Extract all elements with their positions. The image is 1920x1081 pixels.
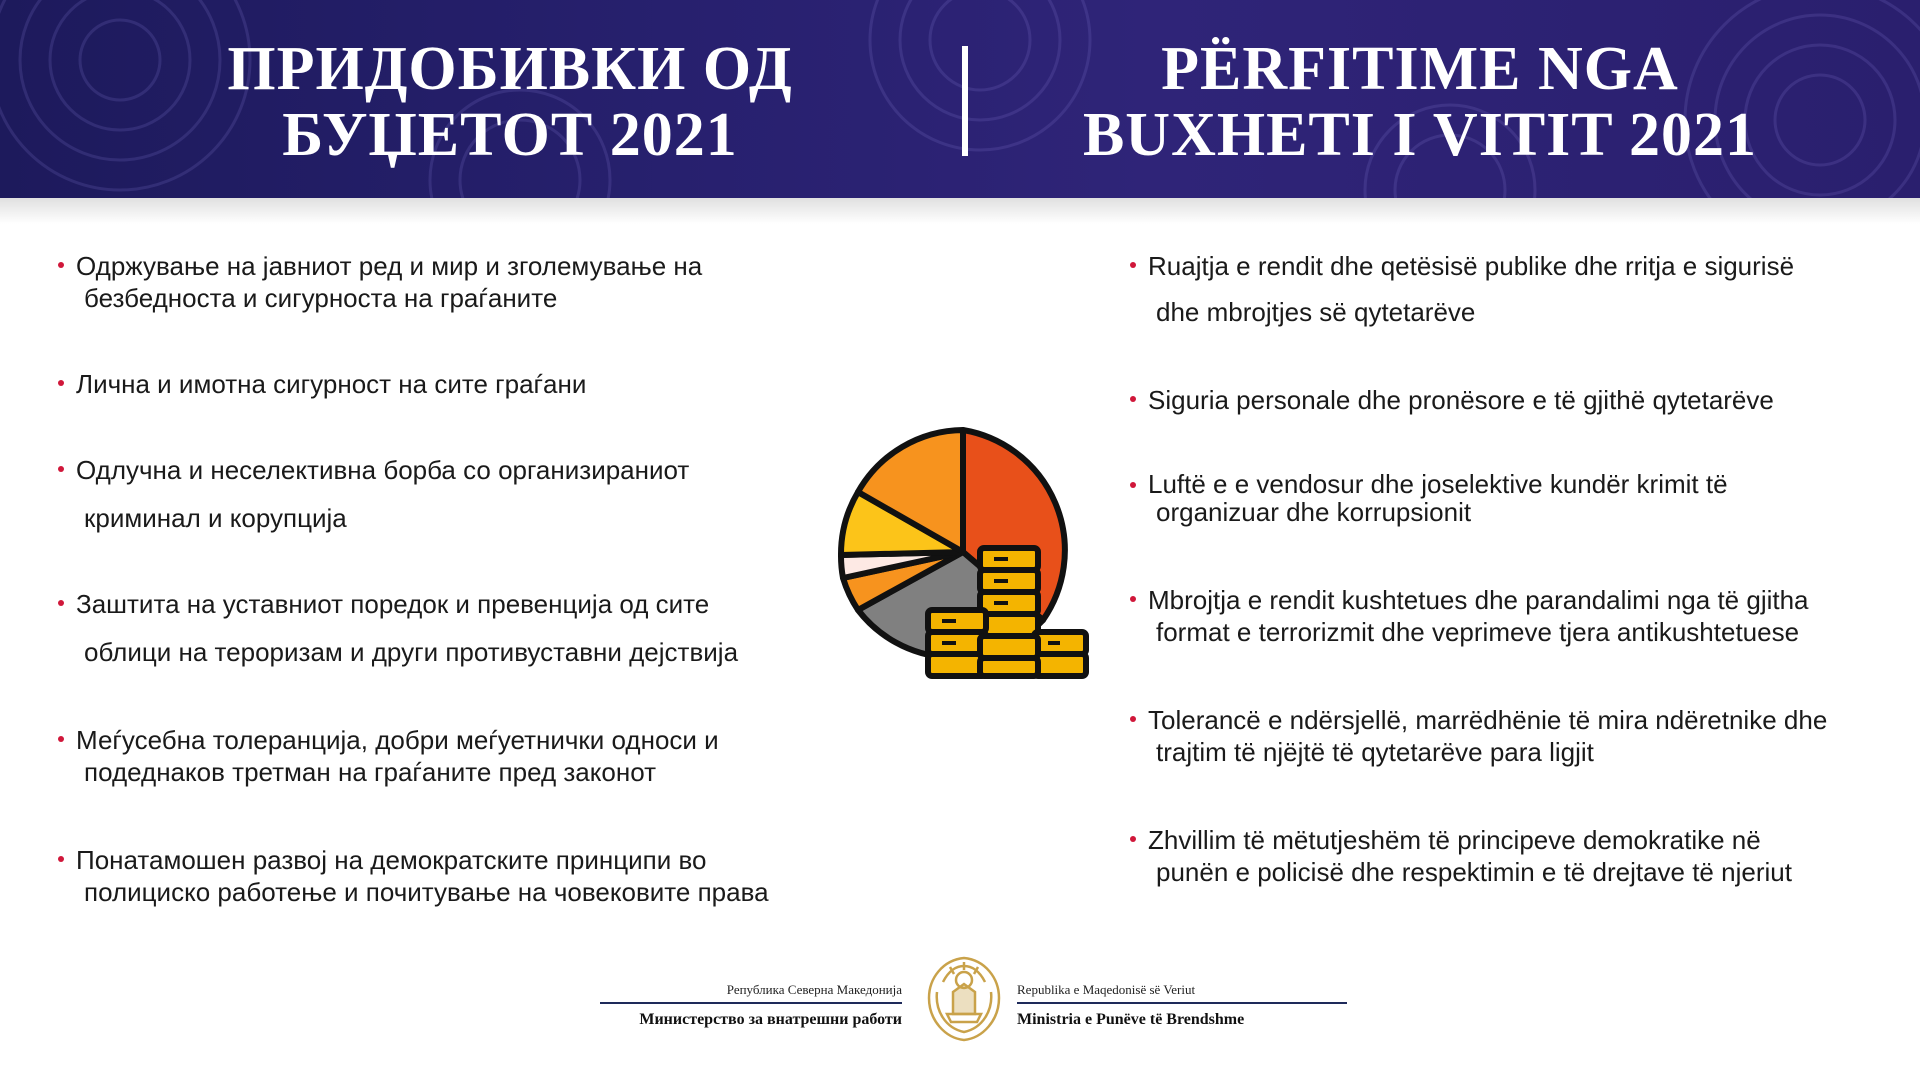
item-line-2: подеднаков третман на граѓаните пред законот [84, 757, 657, 787]
title-macedonian [170, 36, 850, 168]
list-item [58, 368, 818, 400]
item-line-1: Лична и имотна сигурност на сите граѓани [76, 369, 587, 399]
title-mk-line-1: ПРИДОБИВКИ ОД [227, 35, 793, 103]
item-line-2: полициско работење и почитување на човековите права [84, 877, 769, 907]
pie-chart-with-coins-icon [828, 420, 1092, 692]
header-shadow [0, 198, 1920, 224]
list-item [1130, 384, 1890, 416]
bullet-icon [1130, 396, 1136, 402]
item-line-1: Понатамошен развој на демократските принципи во [76, 845, 707, 875]
footer-rule [600, 1002, 902, 1004]
header-banner [0, 0, 1920, 198]
title-albanian [1070, 36, 1770, 168]
footer-country-mk: Република Северна Македонија [726, 982, 902, 997]
item-line-2: облици на тероризам и други противуставни дејствија [84, 637, 739, 667]
item-line-1: Ruajtja e rendit dhe qetësisë publike dhe rritja e sigurisë [1148, 251, 1795, 281]
title-sq-line-1: PËRFITIME NGA [1161, 35, 1679, 103]
title-divider [962, 46, 968, 156]
footer-rule [1017, 1002, 1347, 1004]
bullet-icon [58, 466, 64, 472]
list-item [58, 454, 818, 534]
footer-ministry-macedonian [600, 982, 902, 1030]
bullet-icon [1130, 262, 1136, 268]
item-line-1: Одржување на јавниот ред и мир и зголемување на [76, 251, 703, 281]
item-line-2: trajtim të njëjtë të qytetarëve para ligjit [1156, 737, 1594, 767]
bullet-icon [58, 856, 64, 862]
list-item [58, 844, 818, 908]
item-line-2: punën e policisë dhe respektimin e të drejtave të njeriut [1156, 857, 1792, 887]
footer-ministry-sq: Ministria e Punëve të Brendshme [1017, 1011, 1245, 1028]
item-line-1: Одлучна и неселективна борба со организираниот [76, 455, 690, 485]
item-line-1: Siguria personale dhe pronësore e të gjithë qytetarëve [1148, 385, 1774, 415]
list-item [1130, 250, 1890, 328]
list-item [58, 250, 818, 314]
footer-ministry-albanian [1017, 982, 1347, 1030]
title-sq-line-2: BUXHETI I VITIT 2021 [1082, 101, 1758, 169]
list-item [1130, 470, 1890, 526]
item-line-1: Luftë e e vendosur dhe joselektive kundër krimit të [1148, 469, 1728, 499]
bullet-icon [1130, 596, 1136, 602]
state-coat-of-arms-icon [917, 952, 1011, 1046]
item-line-1: Tolerancë e ndërsjellë, marrëdhënie të mira ndëretnike dhe [1148, 705, 1828, 735]
list-item [58, 724, 818, 788]
bullet-icon [1130, 482, 1136, 488]
bullet-icon [58, 600, 64, 606]
item-line-1: Заштита на уставниот поредок и превенција од сите [76, 589, 710, 619]
list-item [1130, 824, 1890, 888]
list-item [1130, 704, 1890, 768]
item-line-2: organizuar dhe korrupsionit [1156, 497, 1472, 527]
item-line-2: криминал и корупција [84, 503, 347, 533]
footer-ministry-mk: Министерство за внатрешни работи [639, 1011, 902, 1028]
item-line-2: dhe mbrojtjes së qytetarëve [1156, 297, 1476, 327]
footer-country-sq: Republika e Maqedonisë së Veriut [1017, 982, 1196, 997]
bullet-icon [1130, 716, 1136, 722]
item-line-1: Меѓусебна толеранција, добри меѓуетнички односи и [76, 725, 719, 755]
title-mk-line-2: БУЏЕТОТ 2021 [282, 101, 738, 169]
list-item [58, 588, 818, 668]
item-line-1: Mbrojtja e rendit kushtetues dhe parandalimi nga të gjitha [1148, 585, 1809, 615]
bullet-icon [58, 380, 64, 386]
item-line-2: format e terrorizmit dhe veprimeve tjera antikushtetuese [1156, 617, 1800, 647]
bullet-icon [1130, 836, 1136, 842]
item-line-2: безбедноста и сигурноста на граѓаните [84, 283, 558, 313]
bullet-icon [58, 736, 64, 742]
item-line-1: Zhvillim të mëtutjeshëm të principeve demokratike në [1148, 825, 1761, 855]
list-item [1130, 584, 1890, 648]
bullet-icon [58, 262, 64, 268]
